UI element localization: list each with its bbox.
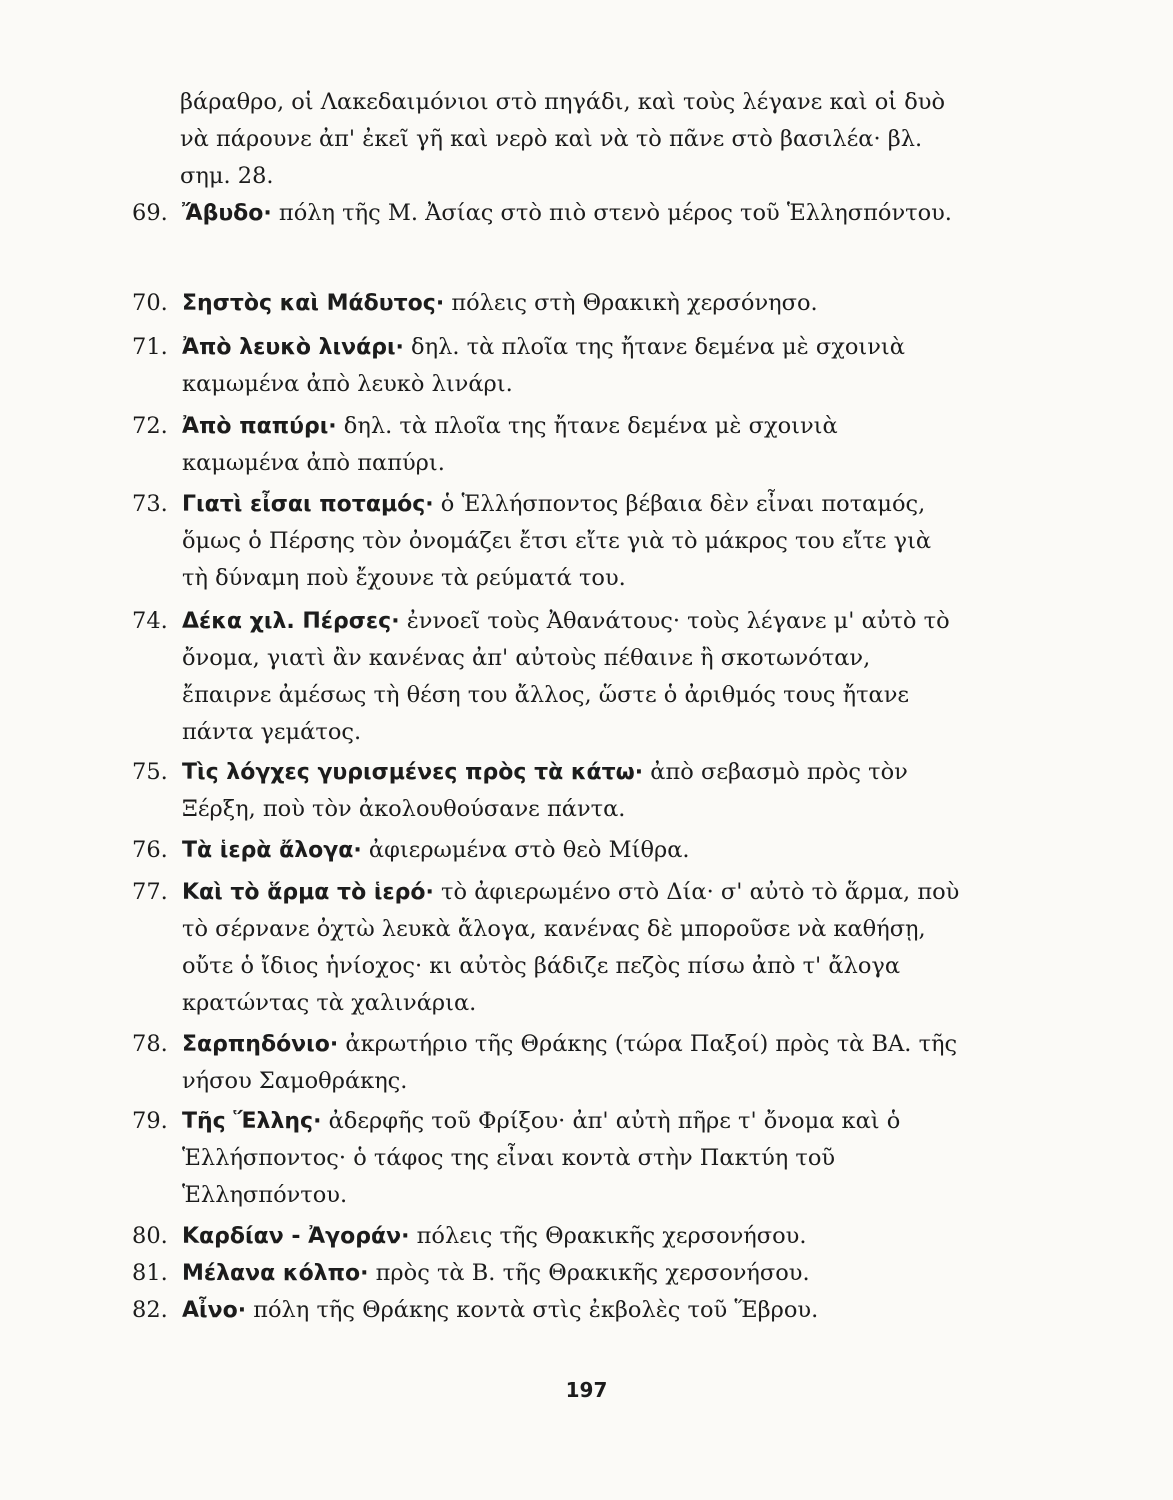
- note-term: Τῆς Ἕλλης·: [182, 1109, 322, 1134]
- note-number: 75.: [132, 759, 168, 785]
- note-74: [132, 603, 960, 751]
- note-term: Ἀπὸ λευκὸ λινάρι·: [182, 335, 404, 360]
- note-number: 72.: [132, 413, 168, 439]
- note-number: 76.: [132, 837, 168, 863]
- note-number: 73.: [132, 491, 168, 517]
- note-number: 78.: [132, 1031, 168, 1057]
- note-term: Σαρπηδόνιο·: [182, 1032, 339, 1057]
- note-term: Μέλανα κόλπο·: [182, 1261, 369, 1286]
- note-number: 74.: [132, 608, 168, 634]
- note-term: Τὶς λόγχες γυρισμένες πρὸς τὰ κάτω·: [182, 760, 644, 785]
- note-73: [132, 486, 960, 597]
- note-text: πρὸς τὰ Β. τῆς Θρακικῆς χερσονήσου.: [368, 1260, 810, 1286]
- note-term: Δέκα χιλ. Πέρσες·: [182, 609, 400, 634]
- note-number: 69.: [132, 200, 168, 226]
- note-number: 79.: [132, 1108, 168, 1134]
- note-text: ἐννοεῖ τοὺς Ἀθανάτους· τοὺς λέγανε μ' αὐτὸ τὸ ὄνομα, γιατὶ ἂν κανένας ἀπ' αὐτοὺς πέθαινε ἢ σκοτωνόταν, ἔπαιρνε ἀμέσως τὴ θέση του ἄλλος, ὥστε ὁ ἀριθμός τους ἤτανε πάντα γεμάτος.: [182, 608, 950, 745]
- note-text: ἀφιερωμένα στὸ θεὸ Μίθρα.: [361, 837, 690, 863]
- note-term: Καὶ τὸ ἅρμα τὸ ἱερό·: [182, 880, 434, 905]
- note-text: δηλ. τὰ πλοῖα της ἤτανε δεμένα μὲ σχοινιὰ καμωμένα ἀπὸ λευκὸ λινάρι.: [182, 334, 905, 397]
- note-text: ἀπὸ σεβασμὸ πρὸς τὸν Ξέρξη, ποὺ τὸν ἀκολουθούσανε πάντα.: [182, 759, 908, 822]
- note-69: [132, 195, 960, 232]
- note-76: [132, 832, 960, 869]
- note-text: πόλεις στὴ Θρακικὴ χερσόνησο.: [444, 290, 818, 316]
- note-number: 81.: [132, 1260, 168, 1286]
- note-number: 82.: [132, 1297, 168, 1323]
- note-term: Καρδίαν - Ἀγοράν·: [182, 1224, 410, 1249]
- note-number: 77.: [132, 879, 168, 905]
- note-82: [132, 1292, 960, 1329]
- note-text: ἀκρωτήριο τῆς Θράκης (τώρα Παξοί) πρὸς τὰ ΒΑ. τῆς νήσου Σαμοθράκης.: [182, 1031, 958, 1094]
- note-79: [132, 1103, 960, 1214]
- note-text: πόλη τῆς Θράκης κοντὰ στὶς ἐκβολὲς τοῦ Ἕβρου.: [246, 1297, 819, 1323]
- note-term: Τὰ ἱερὰ ἄλογα·: [182, 838, 362, 863]
- note-term: Σηστὸς καὶ Μάδυτος·: [182, 291, 445, 316]
- note-text: δηλ. τὰ πλοῖα της ἤτανε δεμένα μὲ σχοινιὰ καμωμένα ἀπὸ παπύρι.: [182, 413, 838, 476]
- note-term: Αἶνο·: [182, 1298, 247, 1323]
- note-term: Ἀπὸ παπύρι·: [182, 414, 337, 439]
- note-text: πόλη τῆς Μ. Ἀσίας στὸ πιὸ στενὸ μέρος τοῦ Ἑλλησπόντου.: [271, 200, 952, 226]
- note-term: Γιατὶ εἶσαι ποταμός·: [182, 492, 434, 517]
- note-term: Ἄβυδο·: [182, 201, 272, 226]
- note-75: [132, 754, 960, 828]
- note-text: τὸ ἀφιερωμένο στὸ Δία· σ' αὐτὸ τὸ ἅρμα, ποὺ τὸ σέρνανε ὀχτὼ λευκὰ ἄλογα, κανένας δὲ μποροῦσε νὰ καθήσῃ, οὔτε ὁ ἴδιος ἡνίοχος· κι αὐτὸς βάδιζε πεζὸς πίσω ἀπὸ τ' ἄλογα κρατώντας τὰ χαλινάρια.: [182, 879, 960, 1016]
- note-81: [132, 1255, 960, 1292]
- note-text: πόλεις τῆς Θρακικῆς χερσονήσου.: [409, 1223, 807, 1249]
- note-text: ἀδερφῆς τοῦ Φρίξου· ἀπ' αὐτὴ πῆρε τ' ὄνομα καὶ ὁ Ἑλλήσποντος· ὁ τάφος της εἶναι κοντὰ στὴν Πακτύη τοῦ Ἑλλησπόντου.: [182, 1108, 901, 1208]
- page-number: 197: [565, 1378, 608, 1402]
- note-number: 71.: [132, 334, 168, 360]
- note-number: 80.: [132, 1223, 168, 1249]
- continued-note-text: βάραθρο, οἱ Λακεδαιμόνιοι στὸ πηγάδι, καὶ τοὺς λέγανε καὶ οἱ δυὸ νὰ πάρουνε ἀπ' ἐκεῖ γῆ καὶ νερὸ καὶ νὰ τὸ πᾶνε στὸ βασιλέα· βλ. σημ. 28.: [180, 89, 945, 189]
- note-78: [132, 1026, 960, 1100]
- note-text: ὁ Ἑλλήσποντος βέβαια δὲν εἶναι ποταμός, ὅμως ὁ Πέρσης τὸν ὀνομάζει ἔτσι εἴτε γιὰ τὸ μάκρος του εἴτε γιὰ τὴ δύναμη ποὺ ἔχουνε τὰ ρεύματά του.: [182, 491, 932, 591]
- note-70: [132, 285, 960, 322]
- note-71: [132, 329, 960, 403]
- note-77: [132, 874, 960, 1022]
- note-80: [132, 1218, 960, 1255]
- note-72: [132, 408, 960, 482]
- note-number: 70.: [132, 290, 168, 316]
